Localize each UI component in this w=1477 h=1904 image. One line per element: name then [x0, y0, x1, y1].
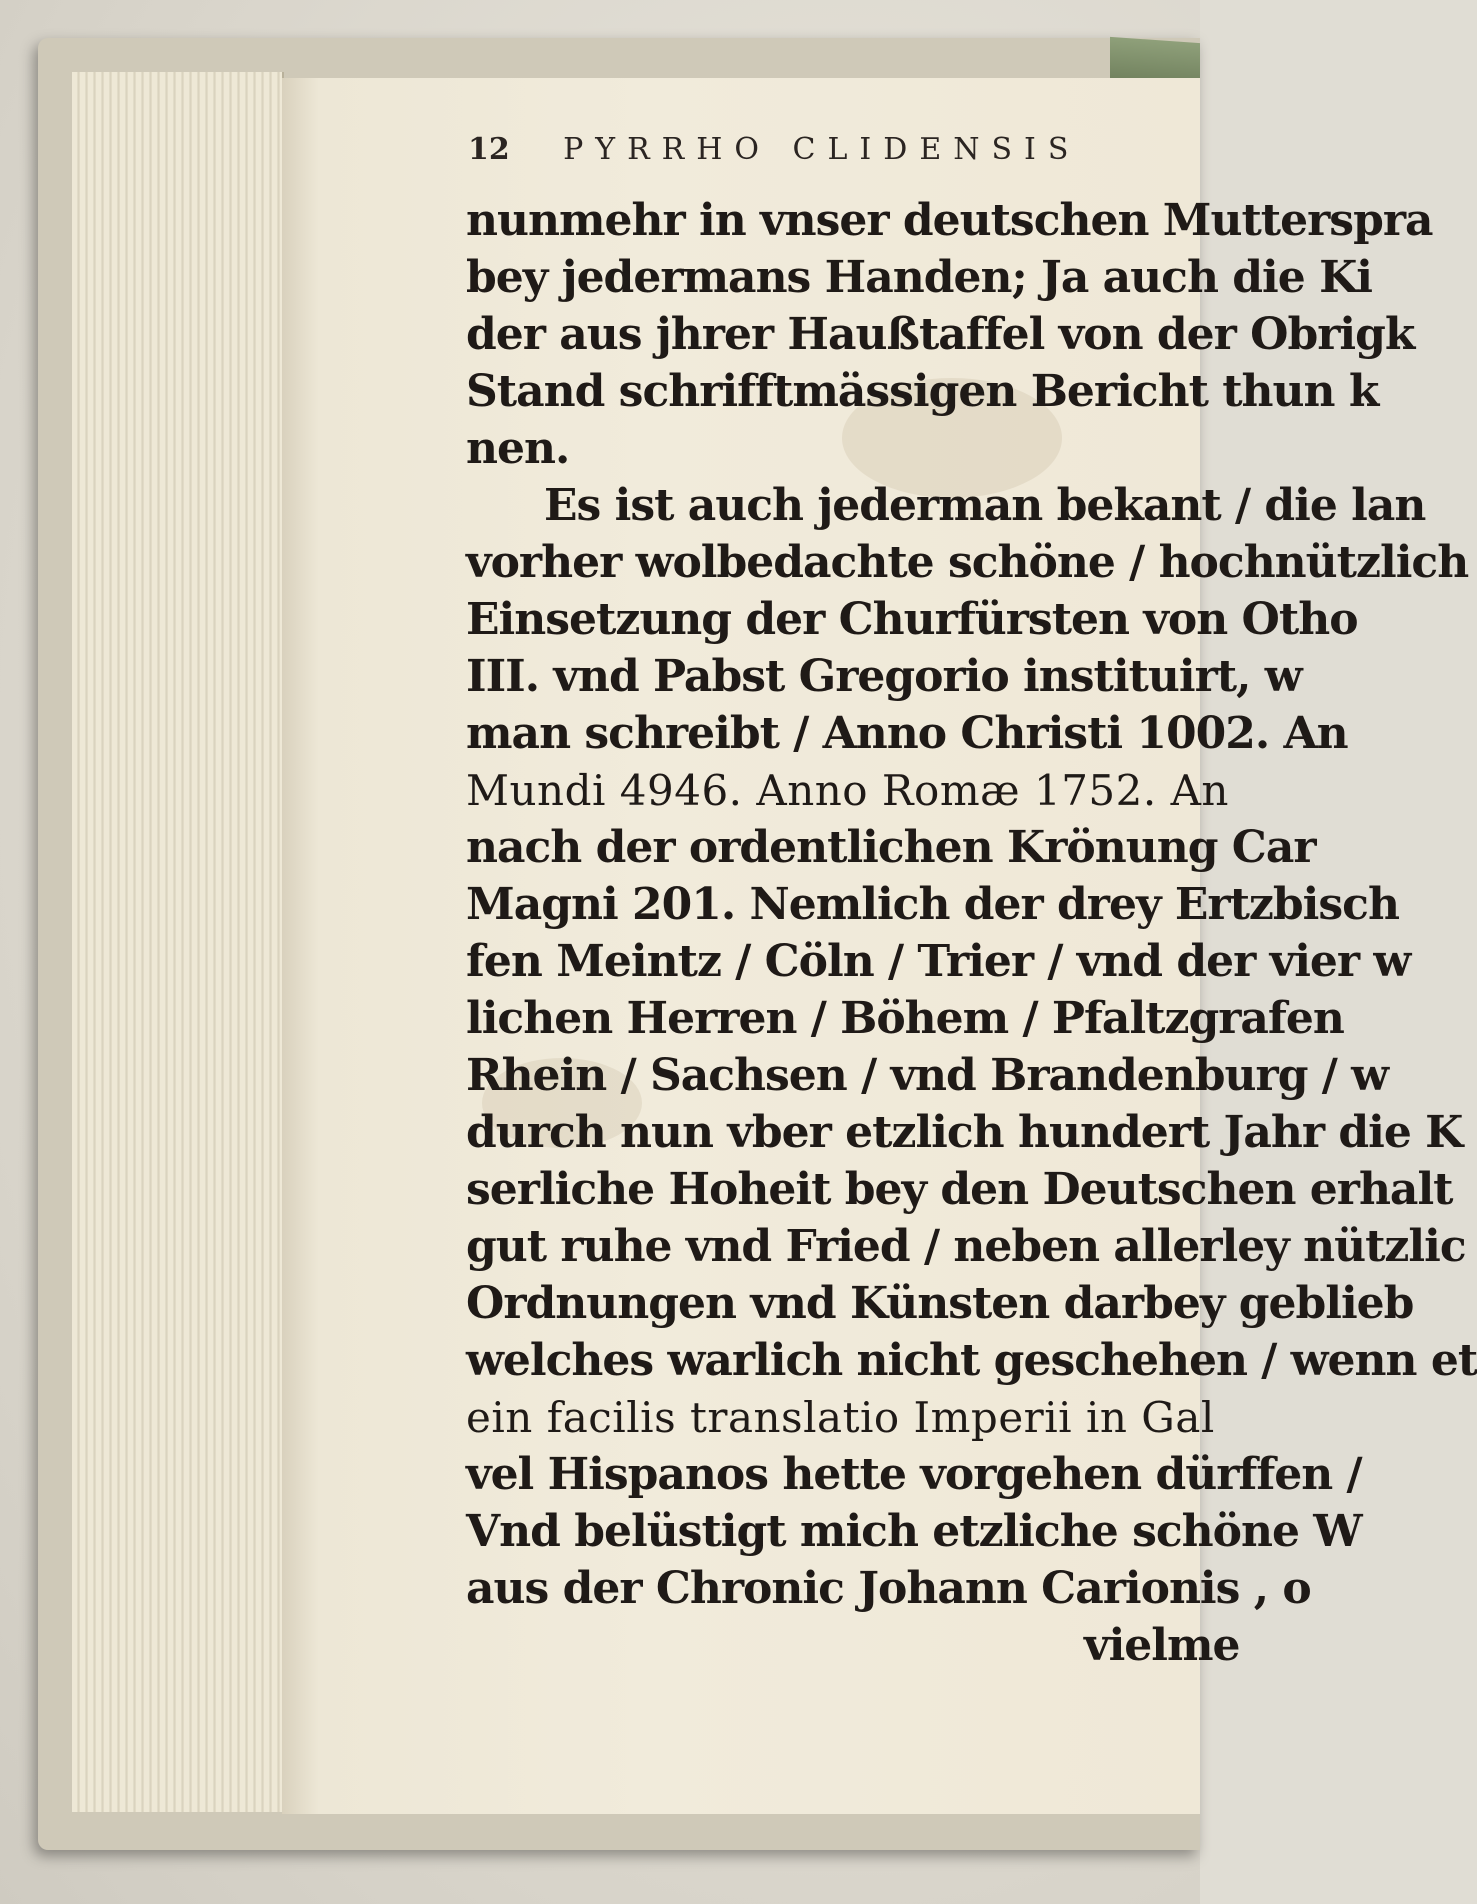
text-line: Einsetzung der Churfürsten von Otho — [466, 594, 1358, 645]
text-line: welches warlich nicht geschehen / wenn et — [466, 1335, 1477, 1386]
text-line: vorher wolbedachte schöne / hochnützlich — [466, 537, 1469, 588]
text-line: Magni 201. Nemlich der drey Ertzbisch — [466, 879, 1399, 930]
text-line: III. vnd Pabst Gregorio instituirt, w — [466, 651, 1302, 702]
body-text — [466, 192, 1477, 1752]
text-line: Mundi 4946. Anno Romæ 1752. An — [466, 766, 1229, 815]
text-line: Ordnungen vnd Künsten darbey geblieb — [466, 1278, 1414, 1329]
text-line: ein facilis translatio Imperii in Gal — [466, 1393, 1215, 1442]
text-line: nach der ordentlichen Krönung Car — [466, 822, 1316, 873]
text-line: durch nun vber etzlich hundert Jahr die K — [466, 1107, 1463, 1158]
text-line: gut ruhe vnd Fried / neben allerley nützlic — [466, 1221, 1466, 1272]
page-edges — [72, 72, 284, 1812]
running-head: PYRRHO CLIDENSIS — [563, 132, 1081, 167]
text-line: Es ist auch jederman bekant / die lan — [544, 480, 1426, 531]
page-number: 12 — [468, 132, 510, 167]
text-line: serliche Hoheit bey den Deutschen erhalt — [466, 1164, 1453, 1215]
text-line: Rhein / Sachsen / vnd Brandenburg / w — [466, 1050, 1389, 1101]
text-line: der aus jhrer Haußtaffel von der Obrigk — [466, 309, 1415, 360]
text-line: aus der Chronic Johann Carionis , o — [466, 1563, 1311, 1614]
page-header — [468, 132, 1200, 167]
text-line: fen Meintz / Cöln / Trier / vnd der vier w — [466, 936, 1411, 987]
text-line: nunmehr in vnser deutschen Mutterspra — [466, 195, 1433, 246]
text-line: bey jedermans Handen; Ja auch die Ki — [466, 252, 1373, 303]
text-line: Stand schrifftmässigen Bericht thun k — [466, 366, 1379, 417]
text-line: lichen Herren / Böhem / Pfaltzgrafen — [466, 993, 1344, 1044]
catchword: vielme — [1084, 1620, 1240, 1671]
text-line: Vnd belüstigt mich etzliche schöne W — [466, 1506, 1362, 1557]
text-line: nen. — [466, 423, 570, 474]
text-line: man schreibt / Anno Christi 1002. An — [466, 708, 1348, 759]
text-line: vel Hispanos hette vorgehen dürffen / — [466, 1449, 1362, 1500]
